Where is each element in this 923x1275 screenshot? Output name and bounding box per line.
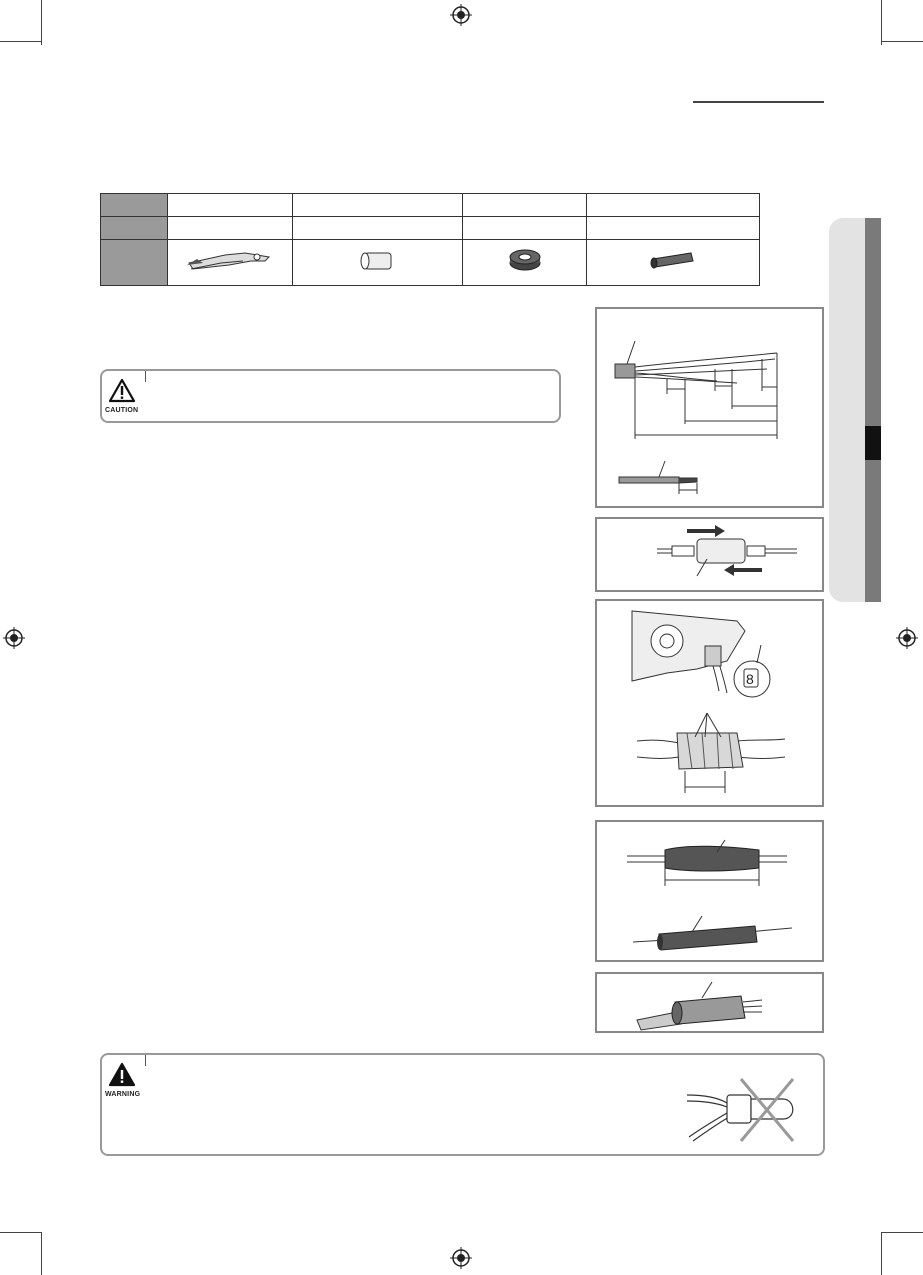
figure-wire-stripping xyxy=(595,307,824,508)
taping-diagram xyxy=(597,822,822,960)
figure-crimping xyxy=(595,599,824,807)
crop-mark xyxy=(41,1232,42,1275)
registration-mark-icon xyxy=(896,627,918,649)
table-row xyxy=(101,240,760,286)
registration-mark-icon xyxy=(450,4,472,26)
crop-mark xyxy=(881,1232,882,1275)
table-row xyxy=(101,217,760,240)
crop-mark xyxy=(881,41,923,42)
table-cell xyxy=(587,194,760,217)
table-cell xyxy=(293,194,463,217)
caution-notice xyxy=(100,369,561,423)
table-cell xyxy=(168,194,293,217)
table-row xyxy=(101,194,760,217)
caution-label: CAUTION xyxy=(105,407,139,414)
improper-connection-diagram xyxy=(683,1073,813,1145)
crimping-pliers-icon xyxy=(185,245,275,275)
header-rule xyxy=(693,101,824,103)
figure-taping-and-tube xyxy=(595,820,824,962)
chapter-side-tab-edge xyxy=(865,218,881,602)
stripped-cable-diagram xyxy=(597,309,822,506)
connection-sleeve-icon xyxy=(353,245,403,275)
table-cell xyxy=(463,240,587,286)
warning-divider xyxy=(145,1055,146,1066)
table-cell xyxy=(587,217,760,240)
crop-mark xyxy=(881,1232,923,1233)
caution-divider xyxy=(145,371,146,382)
crimping-diagram xyxy=(597,601,822,805)
table-cell xyxy=(463,217,587,240)
table-cell xyxy=(463,194,587,217)
table-cell xyxy=(587,240,760,286)
table-header-cell xyxy=(101,194,168,217)
registration-mark-icon xyxy=(3,627,25,649)
table-cell xyxy=(293,240,463,286)
insulation-tape-icon xyxy=(500,245,550,275)
warning-triangle-icon xyxy=(108,1062,136,1088)
crop-mark xyxy=(0,41,42,42)
figure-sleeve-insertion xyxy=(595,517,824,592)
finished-tube-diagram xyxy=(597,974,822,1031)
table-cell xyxy=(293,217,463,240)
table-cell xyxy=(168,217,293,240)
crop-mark xyxy=(0,1232,42,1233)
table-header-cell xyxy=(101,217,168,240)
chapter-side-tab-marker xyxy=(865,426,881,460)
registration-mark-icon xyxy=(450,1247,472,1269)
figure-finished-tube xyxy=(595,972,824,1033)
crop-mark xyxy=(881,0,882,45)
crop-mark xyxy=(41,0,42,45)
table-cell xyxy=(168,240,293,286)
table-header-cell xyxy=(101,240,168,286)
warning-label: WARNING xyxy=(105,1091,141,1098)
caution-triangle-icon xyxy=(108,378,136,404)
sleeve-insertion-diagram xyxy=(597,519,822,590)
contraction-tube-icon xyxy=(643,245,703,275)
figure-step-number: 8 xyxy=(746,671,754,687)
tools-table xyxy=(100,193,760,286)
